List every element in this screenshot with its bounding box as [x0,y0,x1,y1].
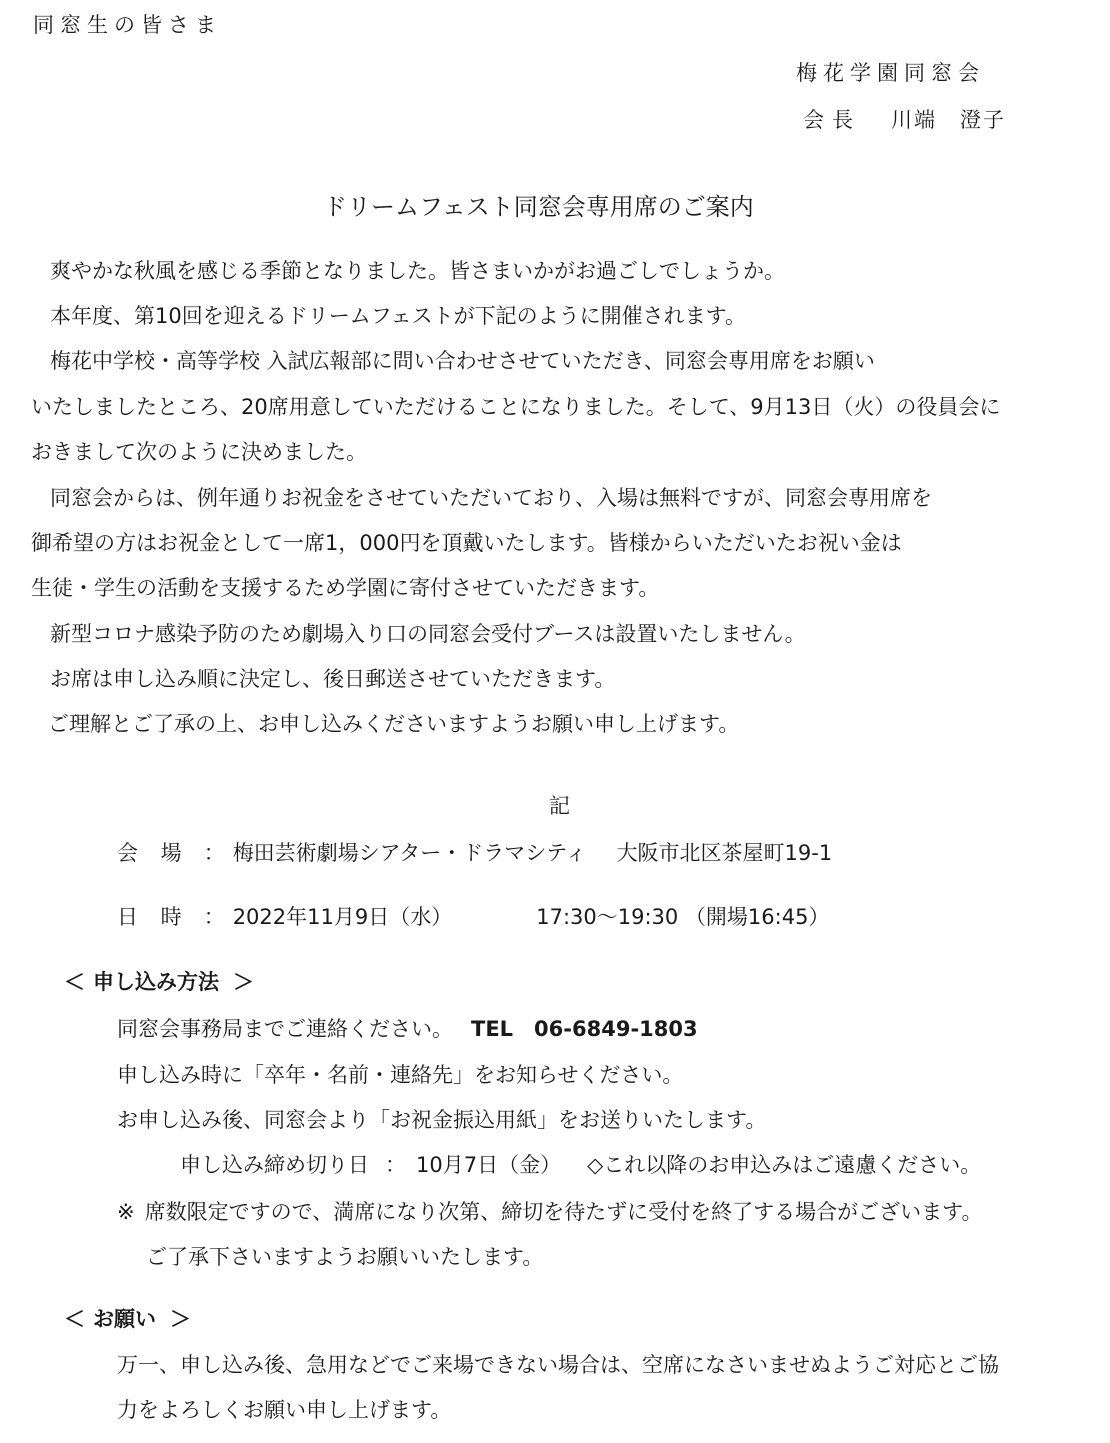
venue-name: 梅田芸術劇場シアター・ドラマシティ [232,841,587,865]
apply-line-1 [117,1016,698,1042]
body-paragraph-3-line-2: いたしましたところ、20席用意していただけることになりました。そして、9月13日（火）の役員会に [31,395,1001,419]
addressee: 同窓生の皆さま [33,13,222,37]
body-paragraph-4-line-3: 生徒・学生の活動を支援するため学園に寄付させていただきます。 [31,576,660,600]
document-title: ドリームフェスト同窓会専用席のご案内 [323,193,754,221]
note-line-1 [117,1199,983,1225]
note-mark: ※ [117,1200,135,1224]
venue-address: 大阪市北区茶屋町19-1 [616,841,833,865]
request-heading-close: ＞ [170,1307,191,1331]
event-date: 2022年11月9日（水） [232,905,453,929]
datetime-row [117,904,829,930]
body-paragraph-6: お席は申し込み順に決定し、後日郵送させていただきます。 [50,667,616,691]
deadline-label: 申し込み締め切り日 [180,1153,369,1177]
apply-line-2: 申し込み時に「卒年・名前・連絡先」をお知らせください。 [117,1063,684,1087]
body-paragraph-7: ご理解とご了承の上、お申し込みくださいますようお願い申し上げます。 [48,712,740,736]
apply-heading [64,969,254,995]
request-line-1: 万一、申し込み後、急用などでご来場できない場合は、空席になさいませぬようご対応とご協 [117,1353,999,1377]
deadline-row [180,1152,981,1178]
apply-heading-text: 申し込み方法 [93,970,219,994]
body-paragraph-5: 新型コロナ感染予防のため劇場入り口の同窓会受付ブースは設置いたしません。 [50,622,806,646]
body-paragraph-4-line-1: 同窓会からは、例年通りお祝金をさせていただいており、入場は無料ですが、同窓会専用席を [50,486,932,510]
apply-line-3: お申し込み後、同窓会より「お祝金振込用紙」をお送りいたします。 [117,1108,767,1132]
body-paragraph-1: 爽やかな秋風を感じる季節となりました。皆さまいかがお過ごしでしょうか。 [50,259,785,283]
ki-marker: 記 [549,794,570,818]
deadline-note: ◇これ以降のお申込みはご遠慮ください。 [587,1153,982,1177]
event-time: 17:30～19:30 （開場16:45） [536,905,830,929]
sender-name: 川端 澄子 [891,108,1006,132]
sender-line [803,107,1006,133]
deadline-date: 10月7日（金） [416,1153,562,1177]
apply-heading-open: ＜ [64,970,85,994]
sender-role: 会長 [803,108,861,132]
request-heading-text: お願い [93,1307,156,1331]
organization-name: 梅花学園同窓会 [796,61,985,85]
request-heading [64,1306,191,1332]
body-paragraph-3-line-1: 梅花中学校・高等学校 入試広報部に問い合わせさせていただき、同窓会専用席をお願い [50,349,875,373]
datetime-separator: ： [203,905,225,929]
apply-phone: TEL 06-6849-1803 [471,1017,698,1041]
request-heading-open: ＜ [64,1307,85,1331]
apply-contact-text: 同窓会事務局までご連絡ください。 [117,1017,453,1041]
body-paragraph-3-line-3: おきまして次のように決めました。 [31,440,367,464]
body-paragraph-4-line-2: 御希望の方はお祝金として一席1，000円を頂戴いたします。皆様からいただいたお祝い金は [31,531,902,555]
venue-label: 会 場 [117,841,190,865]
datetime-label: 日 時 [117,905,190,929]
note-text-1: 席数限定ですので、満席になり次第、締切を待たずに受付を終了する場合がございます。 [144,1200,983,1224]
request-line-2: 力をよろしくお願い申し上げます。 [117,1398,452,1422]
venue-separator: ： [203,841,225,865]
deadline-separator: ： [385,1153,406,1177]
apply-heading-close: ＞ [233,970,254,994]
body-paragraph-2: 本年度、第10回を迎えるドリームフェストが下記のように開催されます。 [50,304,746,328]
venue-row [117,840,832,866]
note-line-2: ご了承下さいますようお願いいたします。 [146,1245,544,1269]
